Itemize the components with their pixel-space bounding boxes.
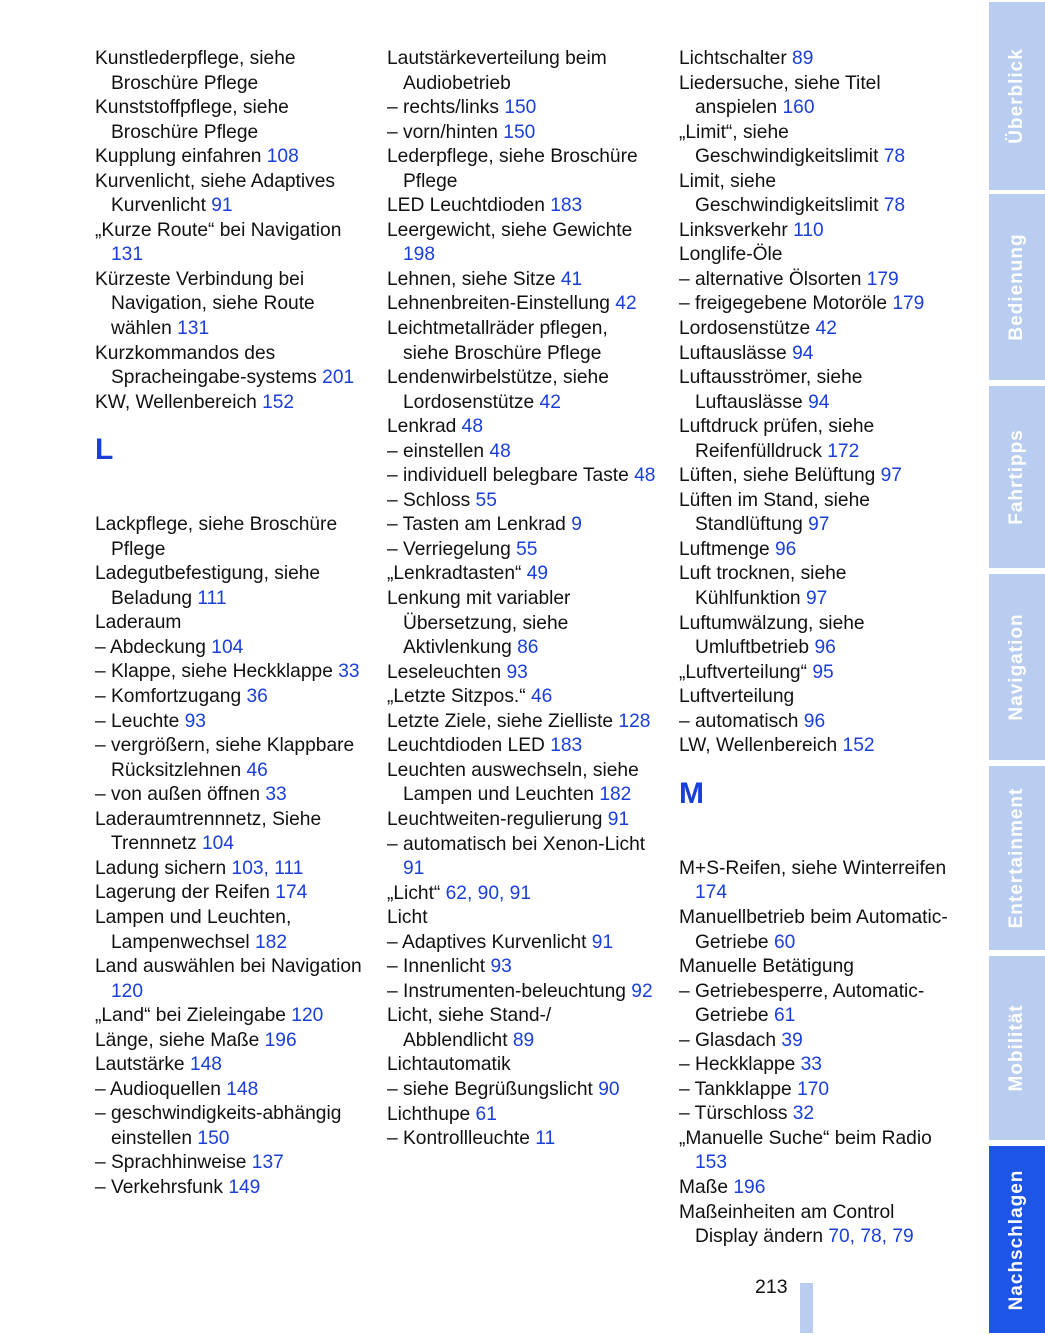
index-entry bbox=[387, 1103, 657, 1128]
index-entry-text: – rechts/links bbox=[387, 97, 505, 119]
page-reference-link[interactable]: 39 bbox=[781, 1029, 803, 1051]
index-entry bbox=[95, 145, 365, 170]
index-column-1 bbox=[95, 47, 365, 1201]
index-entry bbox=[387, 317, 657, 366]
page-reference-link[interactable]: 55 bbox=[475, 489, 497, 511]
index-entry-text: Longlife-Öle bbox=[679, 244, 783, 266]
page-reference-link[interactable]: 48 bbox=[489, 440, 511, 462]
page-reference-link[interactable]: 33 bbox=[338, 661, 360, 683]
index-entry-text: Ladung sichern bbox=[95, 857, 232, 879]
index-letter-heading: M bbox=[679, 776, 704, 810]
index-entry-text: „Letzte Sitzpos.“ bbox=[387, 686, 531, 708]
index-entry bbox=[95, 513, 365, 562]
index-entry bbox=[95, 170, 365, 219]
page-reference-link[interactable]: 152 bbox=[842, 735, 875, 757]
index-entry bbox=[387, 661, 657, 686]
page-reference-link[interactable]: 41 bbox=[560, 268, 583, 290]
index-entry bbox=[679, 489, 954, 538]
index-entry-text: Manuelle Betätigung bbox=[679, 956, 854, 978]
index-entry-text: Land auswählen bei Navigation bbox=[95, 956, 362, 978]
index-entry bbox=[387, 759, 657, 808]
page-reference-link[interactable]: 148 bbox=[226, 1078, 259, 1100]
page-reference-link[interactable]: 48 bbox=[634, 465, 656, 487]
index-entry bbox=[679, 121, 954, 170]
index-entry bbox=[679, 366, 954, 415]
index-entry bbox=[679, 562, 954, 611]
index-entry bbox=[679, 243, 954, 268]
page-reference-link[interactable]: 93 bbox=[506, 661, 528, 683]
index-entry bbox=[387, 562, 657, 587]
page-reference-link[interactable]: 128 bbox=[618, 710, 651, 732]
page-reference-link[interactable]: 42 bbox=[539, 391, 561, 413]
index-entry bbox=[387, 489, 657, 514]
sidebar-tab-label: Überblick bbox=[1006, 48, 1027, 144]
index-entry-text: Lordosenstütze bbox=[679, 318, 816, 340]
index-entry-text: – Tasten am Lenkrad bbox=[387, 514, 572, 536]
page-reference-link[interactable]: 110 bbox=[793, 219, 824, 241]
page-reference-link[interactable]: 108 bbox=[266, 146, 299, 168]
index-entry-text: „Limit“, siehe Geschwindigkeitslimit bbox=[679, 121, 884, 168]
page-reference-link[interactable]: 91 bbox=[607, 808, 630, 830]
index-entry-text: M+S-Reifen, siehe Winterreifen bbox=[679, 857, 947, 879]
page-reference-link[interactable]: 61 bbox=[475, 1103, 497, 1125]
index-entry bbox=[679, 464, 954, 489]
index-entry bbox=[387, 808, 657, 833]
index-entry bbox=[387, 833, 657, 882]
page-reference-link[interactable]: 91 bbox=[591, 931, 614, 953]
page-number: 213 bbox=[755, 1276, 788, 1298]
index-entry-text: Leseleuchten bbox=[387, 661, 507, 683]
index-entry-text: Limit, siehe Geschwindigkeitslimit bbox=[679, 170, 884, 217]
index-entry-text: – individuell belegbare Taste bbox=[387, 465, 635, 487]
index-entry-text: Leuchten auswechseln, siehe Lampen und Leuchten bbox=[387, 759, 639, 806]
index-entry bbox=[387, 1127, 657, 1152]
index-entry-text: LW, Wellenbereich bbox=[679, 735, 843, 757]
index-entry-text: „Luftverteilung“ bbox=[679, 661, 813, 683]
index-entry bbox=[95, 342, 365, 391]
index-entry-text: „Licht“ bbox=[387, 882, 446, 904]
index-entry bbox=[679, 685, 954, 710]
index-entry-text: – von außen öffnen bbox=[95, 784, 266, 806]
index-entry bbox=[387, 1053, 657, 1078]
page-reference-link[interactable]: 137 bbox=[251, 1152, 284, 1174]
page-marker-bar bbox=[800, 1283, 813, 1333]
index-entry bbox=[679, 1127, 954, 1176]
index-entry bbox=[95, 685, 365, 710]
index-column-3 bbox=[679, 47, 954, 1250]
page-reference-link[interactable]: 97 bbox=[808, 514, 830, 536]
index-entry bbox=[679, 415, 954, 464]
index-entry bbox=[679, 538, 954, 563]
page-reference-link[interactable]: 97 bbox=[880, 465, 902, 487]
index-entry bbox=[95, 611, 365, 636]
index-entry-text: – Innenlicht bbox=[387, 956, 491, 978]
index-entry bbox=[95, 660, 365, 685]
page-reference-link[interactable]: 86 bbox=[517, 637, 539, 659]
page-reference-link[interactable]: 96 bbox=[814, 637, 836, 659]
index-entry-text: Leuchtweiten-regulierung bbox=[387, 808, 608, 830]
index-column-2 bbox=[387, 47, 657, 1152]
index-entry bbox=[679, 342, 954, 367]
index-entry bbox=[679, 317, 954, 342]
index-entry-text: „Lenkradtasten“ bbox=[387, 563, 527, 585]
index-entry bbox=[679, 857, 954, 906]
index-entry bbox=[679, 47, 954, 72]
index-entry-text: Lüften, siehe Belüftung bbox=[679, 465, 881, 487]
index-entry-text: – Instrumenten-beleuchtung bbox=[387, 980, 632, 1002]
page-reference-link[interactable]: 89 bbox=[792, 48, 814, 69]
index-entry bbox=[387, 931, 657, 956]
index-entry bbox=[679, 170, 954, 219]
page-reference-link[interactable]: 94 bbox=[792, 342, 814, 364]
index-entry-text: – Schloss bbox=[387, 489, 476, 511]
page-reference-link[interactable]: 111 bbox=[197, 587, 227, 609]
page-reference-link[interactable]: 201 bbox=[322, 367, 355, 389]
page-reference-link[interactable]: 94 bbox=[808, 391, 830, 413]
index-entry-text: Manuellbetrieb beim Automatic-Getriebe bbox=[679, 906, 948, 953]
index-entry bbox=[679, 1201, 954, 1250]
index-entry-text: Lehnenbreiten-Einstellung bbox=[387, 293, 616, 315]
index-entry-text: Luftumwälzung, siehe Umluftbetrieb bbox=[679, 612, 865, 659]
page-reference-link[interactable]: 160 bbox=[782, 97, 815, 119]
index-entry-text: „Manuelle Suche“ beim Radio bbox=[679, 1127, 932, 1149]
index-entry bbox=[387, 882, 657, 907]
page-reference-link[interactable]: 148 bbox=[189, 1054, 222, 1076]
index-entry-text: – einstellen bbox=[387, 440, 490, 462]
index-entry bbox=[95, 1004, 365, 1029]
page-reference-link[interactable]: 93 bbox=[490, 956, 512, 978]
index-entry-text: Lenkung mit variabler Übersetzung, siehe Aktivlenkung bbox=[387, 588, 571, 659]
page-reference-link[interactable]: 182 bbox=[599, 784, 632, 806]
index-entry bbox=[679, 734, 954, 759]
index-entry-text: – vorn/hinten bbox=[387, 121, 504, 143]
index-entry bbox=[387, 440, 657, 465]
index-entry bbox=[387, 121, 657, 146]
page-reference-link[interactable]: 48 bbox=[461, 416, 484, 438]
page-reference-link[interactable]: 96 bbox=[775, 538, 797, 560]
index-entry bbox=[679, 219, 954, 244]
page-reference-link[interactable]: 170 bbox=[797, 1078, 830, 1100]
page-reference-link[interactable]: 33 bbox=[265, 784, 287, 806]
index-entry-text: KW, Wellenbereich bbox=[95, 391, 263, 413]
index-entry bbox=[95, 1102, 365, 1151]
index-entry bbox=[95, 391, 365, 416]
index-entry-text: Liedersuche, siehe Titel anspielen bbox=[679, 72, 881, 119]
page-reference-link[interactable]: 97 bbox=[805, 588, 828, 610]
index-entry-text: – alternative Ölsorten bbox=[679, 268, 867, 290]
page-reference-link[interactable]: 9 bbox=[571, 514, 582, 536]
index-entry-text: Lautstärke bbox=[95, 1054, 190, 1076]
index-entry bbox=[95, 219, 365, 268]
index-entry-text: Lendenwirbelstütze, siehe Lordosenstütze bbox=[387, 367, 609, 413]
index-entry-text: Lichtautomatik bbox=[387, 1054, 511, 1076]
sidebar-tab-label: Nachschlagen bbox=[1006, 1169, 1027, 1310]
index-entry-text: Länge, siehe Maße bbox=[95, 1029, 265, 1051]
page-reference-link[interactable]: 183 bbox=[550, 195, 583, 217]
index-entry-text: – freigegebene Motoröle bbox=[679, 293, 893, 315]
page-reference-link[interactable]: 104 bbox=[211, 636, 244, 658]
index-entry-text: Leergewicht, siehe Gewichte bbox=[387, 219, 633, 241]
page-reference-link[interactable]: 78 bbox=[883, 146, 906, 168]
page-reference-link[interactable]: 174 bbox=[695, 882, 728, 904]
index-entry bbox=[95, 906, 365, 955]
page-reference-link[interactable]: 42 bbox=[615, 293, 637, 315]
page-reference-link[interactable]: 70, 78, 79 bbox=[828, 1226, 914, 1248]
index-entry-text: Maßeinheiten am Control Display ändern bbox=[679, 1201, 895, 1248]
index-entry-text: Luftdruck prüfen, siehe Reifenfülldruck bbox=[679, 416, 875, 462]
index-entry-text: Kupplung einfahren bbox=[95, 146, 267, 168]
page-reference-link[interactable]: 183 bbox=[550, 735, 583, 757]
page-reference-link[interactable]: 150 bbox=[504, 97, 537, 119]
page-reference-link[interactable]: 32 bbox=[792, 1103, 815, 1125]
page-reference-link[interactable]: 11 bbox=[535, 1128, 556, 1150]
index-entry-text: – vergrößern, siehe Klappbare Rücksitzlehnen bbox=[95, 735, 355, 781]
index-entry bbox=[679, 268, 954, 293]
page-reference-link[interactable]: 61 bbox=[773, 1005, 796, 1027]
index-entry-text: Linksverkehr bbox=[679, 219, 794, 241]
sidebar-tab-1[interactable] bbox=[989, 2, 1045, 190]
index-entry bbox=[679, 955, 954, 980]
index-entry-text: – Getriebesperre, Automatic-Getriebe bbox=[679, 980, 925, 1027]
index-entry-text: Laderaum bbox=[95, 612, 182, 634]
index-entry-text: – Glasdach bbox=[679, 1029, 782, 1051]
index-entry-text: „Land“ bei Zieleingabe bbox=[95, 1005, 292, 1027]
index-entry bbox=[679, 1176, 954, 1201]
index-entry bbox=[95, 1053, 365, 1078]
index-entry-text: – Abdeckung bbox=[95, 636, 212, 658]
page-reference-link[interactable]: 198 bbox=[403, 244, 436, 266]
index-entry bbox=[95, 47, 365, 96]
index-entry-text: Kurzkommandos des Spracheingabe-systems bbox=[95, 342, 323, 389]
index-entry bbox=[95, 1176, 365, 1201]
index-entry-text: Lampen und Leuchten, Lampenwechsel bbox=[95, 906, 292, 953]
index-entry-text: Maße bbox=[679, 1176, 734, 1198]
index-entry-text: – Türschloss bbox=[679, 1103, 793, 1125]
page-reference-link[interactable]: 89 bbox=[512, 1029, 535, 1051]
sidebar-tab-label: Entertainment bbox=[1006, 787, 1027, 929]
index-entry bbox=[387, 955, 657, 980]
index-entry-text: Licht, siehe Stand-/ Abblendlicht bbox=[387, 1005, 552, 1051]
sidebar-tab-7[interactable] bbox=[989, 1146, 1045, 1333]
page-reference-link[interactable]: 60 bbox=[773, 931, 796, 953]
page-reference-link[interactable]: 36 bbox=[246, 686, 268, 708]
index-entry bbox=[679, 980, 954, 1029]
index-entry bbox=[387, 415, 657, 440]
page-reference-link[interactable]: 104 bbox=[202, 833, 235, 855]
sidebar-tab-3[interactable] bbox=[989, 386, 1045, 568]
page-reference-link[interactable]: 55 bbox=[516, 538, 538, 560]
index-entry bbox=[679, 292, 954, 317]
page-reference-link[interactable]: 92 bbox=[631, 980, 653, 1002]
index-entry-text: – Verkehrsfunk bbox=[95, 1176, 229, 1198]
index-entry bbox=[387, 96, 657, 121]
page-reference-link[interactable]: 33 bbox=[800, 1054, 822, 1076]
page-reference-link[interactable]: 196 bbox=[264, 1029, 297, 1051]
page-reference-link[interactable]: 95 bbox=[812, 661, 834, 683]
sidebar-tab-4[interactable] bbox=[989, 574, 1045, 760]
index-entry-text: Lagerung der Reifen bbox=[95, 882, 276, 904]
index-entry bbox=[679, 906, 954, 955]
index-entry-text: LED Leuchtdioden bbox=[387, 195, 551, 217]
index-entry-text: Lichthupe bbox=[387, 1103, 476, 1125]
index-entry-text: – Tankklappe bbox=[679, 1078, 798, 1100]
index-entry bbox=[387, 710, 657, 735]
index-entry-text: Luftverteilung bbox=[679, 686, 795, 708]
page-reference-link[interactable]: 150 bbox=[197, 1127, 230, 1149]
index-entry bbox=[95, 710, 365, 735]
sidebar-tab-6[interactable] bbox=[989, 956, 1045, 1140]
index-entry bbox=[95, 734, 365, 783]
index-entry bbox=[95, 881, 365, 906]
page-reference-link[interactable]: 172 bbox=[827, 440, 860, 462]
page-reference-link[interactable]: 49 bbox=[526, 563, 549, 585]
page-reference-link[interactable]: 152 bbox=[262, 391, 295, 413]
index-entry-text: – Verriegelung bbox=[387, 538, 517, 560]
index-entry-text: Lehnen, siehe Sitze bbox=[387, 268, 561, 290]
index-entry bbox=[387, 268, 657, 293]
index-entry-text: Kunststoffpflege, siehe Broschüre Pflege bbox=[95, 97, 289, 143]
index-entry-text: – Klappe, siehe Heckklappe bbox=[95, 661, 339, 683]
index-entry-text: Luft trocknen, siehe Kühlfunktion bbox=[679, 563, 847, 610]
index-entry-text: Kunstlederpflege, siehe Broschüre Pflege bbox=[95, 48, 296, 94]
page-reference-link[interactable]: 182 bbox=[255, 931, 288, 953]
page-reference-link[interactable]: 90 bbox=[598, 1078, 620, 1100]
page-reference-link[interactable]: 78 bbox=[883, 195, 906, 217]
index-entry bbox=[95, 636, 365, 661]
page-reference-link[interactable]: 91 bbox=[403, 858, 425, 880]
index-entry-text: – siehe Begrüßungslicht bbox=[387, 1078, 599, 1100]
index-entry-text: Lenkrad bbox=[387, 416, 462, 438]
index-entry-text: Lackpflege, siehe Broschüre Pflege bbox=[95, 514, 338, 560]
page-reference-link[interactable]: 196 bbox=[733, 1176, 766, 1198]
index-entry bbox=[95, 857, 365, 882]
index-entry bbox=[679, 710, 954, 735]
index-entry-text: Luftauslässe bbox=[679, 342, 793, 364]
page-reference-link[interactable]: 153 bbox=[695, 1152, 728, 1174]
index-entry bbox=[679, 1102, 954, 1127]
index-entry-text: – automatisch bbox=[679, 710, 804, 732]
page-reference-link[interactable]: 96 bbox=[803, 710, 826, 732]
index-entry-text: – Adaptives Kurvenlicht bbox=[387, 931, 592, 953]
index-entry bbox=[95, 1078, 365, 1103]
index-entry-text: Luftausströmer, siehe Luftauslässe bbox=[679, 367, 863, 413]
page-reference-link[interactable]: 46 bbox=[246, 759, 268, 781]
page-reference-link[interactable]: 91 bbox=[211, 195, 233, 217]
index-entry-text: Leuchtdioden LED bbox=[387, 735, 551, 757]
sidebar-tab-2[interactable] bbox=[989, 194, 1045, 380]
index-entry bbox=[679, 1078, 954, 1103]
index-entry bbox=[387, 538, 657, 563]
index-entry bbox=[387, 464, 657, 489]
index-entry bbox=[95, 808, 365, 857]
page-reference-link[interactable]: 42 bbox=[815, 318, 837, 340]
index-entry-text: – Sprachhinweise bbox=[95, 1152, 252, 1174]
index-entry-text: Laderaumtrennnetz, Siehe Trennnetz bbox=[95, 808, 322, 855]
index-letter-heading: L bbox=[95, 433, 114, 467]
index-entry bbox=[387, 513, 657, 538]
index-entry bbox=[679, 1029, 954, 1054]
index-entry bbox=[95, 268, 365, 342]
page-reference-link[interactable]: 174 bbox=[275, 882, 308, 904]
index-entry bbox=[387, 1078, 657, 1103]
page-reference-link[interactable]: 120 bbox=[111, 980, 144, 1002]
page-reference-link[interactable]: 179 bbox=[892, 293, 925, 315]
index-entry bbox=[387, 366, 657, 415]
index-entry-text: Lautstärkeverteilung beim Audiobetrieb bbox=[387, 48, 607, 94]
page-reference-link[interactable]: 131 bbox=[177, 318, 210, 340]
index-entry-text: – Heckklappe bbox=[679, 1054, 801, 1076]
index-entry bbox=[679, 1053, 954, 1078]
index-entry-text: Letzte Ziele, siehe Zielliste bbox=[387, 710, 619, 732]
sidebar-tab-label: Fahrtipps bbox=[1006, 429, 1027, 525]
index-entry bbox=[387, 145, 657, 194]
index-entry-text: Lederpflege, siehe Broschüre Pflege bbox=[387, 146, 638, 192]
index-entry-text: Licht bbox=[387, 907, 428, 929]
index-entry-text: Lüften im Stand, siehe Standlüftung bbox=[679, 489, 870, 536]
index-entry-text: – Kontrollleuchte bbox=[387, 1128, 536, 1150]
index-entry bbox=[387, 587, 657, 661]
index-entry bbox=[387, 906, 657, 931]
index-entry bbox=[679, 661, 954, 686]
page-reference-link[interactable]: 62, 90, 91 bbox=[445, 882, 531, 904]
index-entry-text: Leichtmetallräder pflegen, siehe Broschüre Pflege bbox=[387, 318, 608, 364]
index-entry-text: Kurvenlicht, siehe Adaptives Kurvenlicht bbox=[95, 170, 335, 217]
page-reference-link[interactable]: 149 bbox=[228, 1176, 261, 1198]
index-entry bbox=[95, 1151, 365, 1176]
index-entry-text: – Komfortzugang bbox=[95, 686, 247, 708]
index-entry bbox=[387, 734, 657, 759]
sidebar-tab-label: Mobilität bbox=[1006, 1004, 1027, 1092]
index-entry-text: „Kurze Route“ bei Navigation bbox=[95, 219, 342, 241]
index-entry bbox=[679, 612, 954, 661]
page-reference-link[interactable]: 179 bbox=[866, 268, 899, 290]
index-entry bbox=[95, 783, 365, 808]
page-reference-link[interactable]: 131 bbox=[111, 244, 144, 266]
sidebar-tab-5[interactable] bbox=[989, 766, 1045, 950]
index-entry bbox=[387, 1004, 657, 1053]
page-reference-link[interactable]: 46 bbox=[530, 686, 553, 708]
index-entry bbox=[387, 685, 657, 710]
index-entry-text: – automatisch bei Xenon-Licht bbox=[387, 833, 646, 855]
page-reference-link[interactable]: 103, 111 bbox=[231, 857, 304, 879]
index-entry-text: – geschwindigkeits-abhängig einstellen bbox=[95, 1103, 342, 1149]
index-entry-text: – Leuchte bbox=[95, 710, 185, 732]
sidebar-tab-label: Bedienung bbox=[1006, 233, 1027, 341]
index-entry bbox=[387, 219, 657, 268]
index-entry-text: Kürzeste Verbindung bei Navigation, siehe Route wählen bbox=[95, 268, 315, 340]
page-reference-link[interactable]: 150 bbox=[503, 121, 536, 143]
page-reference-link[interactable]: 120 bbox=[291, 1005, 324, 1027]
index-entry-text: Lichtschalter bbox=[679, 48, 793, 69]
index-entry bbox=[95, 96, 365, 145]
index-entry bbox=[95, 562, 365, 611]
index-entry-text: Luftmenge bbox=[679, 538, 776, 560]
sidebar-tab-label: Navigation bbox=[1006, 613, 1027, 721]
index-entry bbox=[387, 980, 657, 1005]
index-entry-text: Ladegutbefestigung, siehe Beladung bbox=[95, 563, 321, 609]
index-entry bbox=[679, 72, 954, 121]
index-entry bbox=[387, 194, 657, 219]
section-sidebar bbox=[989, 0, 1045, 1335]
page-reference-link[interactable]: 93 bbox=[184, 710, 206, 732]
index-entry bbox=[95, 1029, 365, 1054]
index-entry-text: – Audioquellen bbox=[95, 1078, 227, 1100]
index-entry bbox=[387, 47, 657, 96]
index-entry bbox=[95, 955, 365, 1004]
index-entry bbox=[387, 292, 657, 317]
